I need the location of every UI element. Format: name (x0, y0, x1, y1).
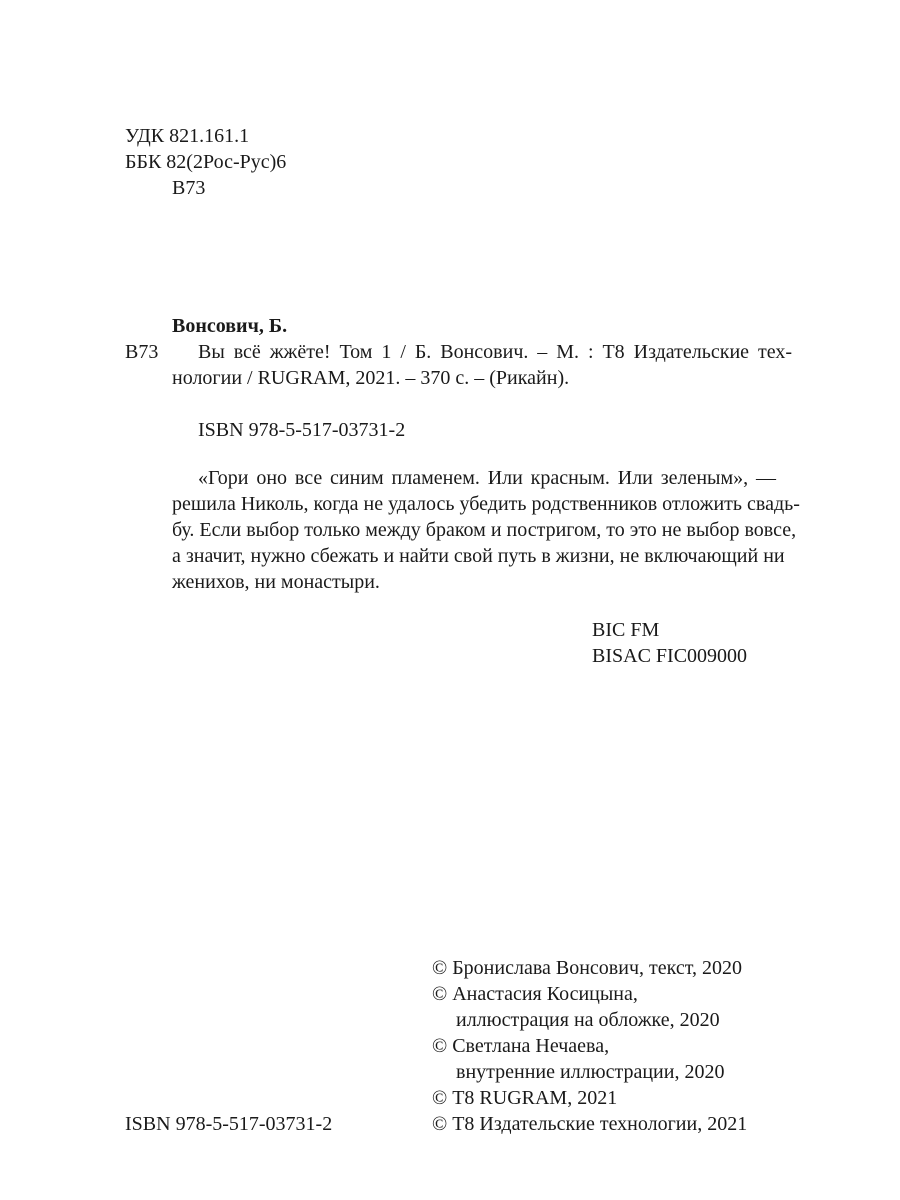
copyright-line: © Т8 Издательские технологии, 2021 (432, 1113, 748, 1135)
footer-isbn: ISBN 978-5-517-03731-2 (125, 1113, 333, 1135)
udk-code: УДК 821.161.1 (125, 125, 250, 147)
annotation-line: «Гори оно все синим пламенем. Или красным. Или зеленым», — (198, 467, 776, 489)
catalog-description (172, 339, 792, 391)
copyright-block (432, 955, 747, 1137)
annotation (172, 465, 800, 595)
copyright-line: © Бронислава Вонсович, текст, 2020 (432, 957, 742, 979)
catalog-author: Вонсович, Б. (172, 315, 288, 337)
catalog-description-line-2: нологии / RUGRAM, 2021. – 370 с. – (Рикайн). (172, 367, 570, 389)
catalog-mark: В73 (125, 341, 159, 363)
author-mark: В73 (172, 177, 206, 199)
classification-block (125, 123, 286, 201)
copyright-line: внутренние иллюстрации, 2020 (456, 1061, 725, 1083)
copyright-line: © Анастасия Косицына, (432, 983, 638, 1005)
copyright-line: © Т8 RUGRAM, 2021 (432, 1087, 618, 1109)
catalog-description-line-1: Вы всё жжёте! Том 1 / Б. Вонсович. – М. : Т8 Издательские тех- (198, 341, 792, 363)
bic-code: BIC FM (592, 619, 660, 641)
bisac-code: BISAC FIC009000 (592, 645, 748, 667)
annotation-line: бу. Если выбор только между браком и постригом, то это не выбор вовсе, (172, 519, 797, 541)
catalog-isbn: ISBN 978-5-517-03731-2 (198, 419, 406, 441)
annotation-line: решила Николь, когда не удалось убедить родственников отложить свадь- (172, 493, 800, 515)
copyright-line: иллюстрация на обложке, 2020 (456, 1009, 720, 1031)
annotation-line: женихов, ни монастыри. (172, 571, 380, 593)
bbk-code: ББК 82(2Рос-Рус)6 (125, 151, 287, 173)
subject-codes (592, 617, 747, 669)
annotation-line: а значит, нужно сбежать и найти свой путь в жизни, не включающий ни (172, 545, 785, 567)
copyright-line: © Светлана Нечаева, (432, 1035, 610, 1057)
